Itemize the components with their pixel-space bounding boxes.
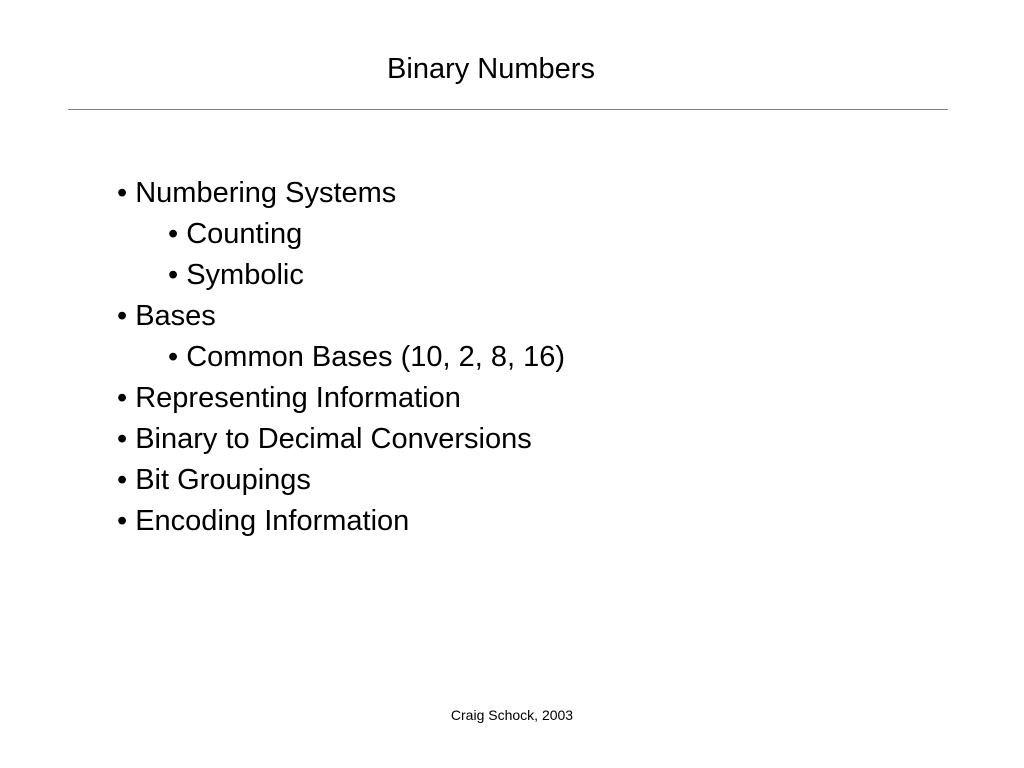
sub-bullet-common-bases: • Common Bases (10, 2, 8, 16) [168, 341, 565, 373]
slide-title: Binary Numbers [387, 53, 595, 85]
bullet-bases: • Bases [117, 300, 216, 332]
bullet-list [117, 173, 565, 542]
bullet-representing-information: • Representing Information [117, 382, 461, 414]
sub-bullet-counting: • Counting [168, 218, 303, 250]
bullet-bit-groupings: • Bit Groupings [117, 464, 311, 496]
slide-footer: Craig Schock, 2003 [450, 707, 574, 723]
title-divider [68, 109, 948, 110]
bullet-binary-to-decimal: • Binary to Decimal Conversions [117, 423, 532, 455]
sub-bullet-symbolic: • Symbolic [168, 259, 304, 291]
bullet-numbering-systems: • Numbering Systems [117, 177, 397, 209]
bullet-encoding-information: • Encoding Information [117, 505, 410, 537]
